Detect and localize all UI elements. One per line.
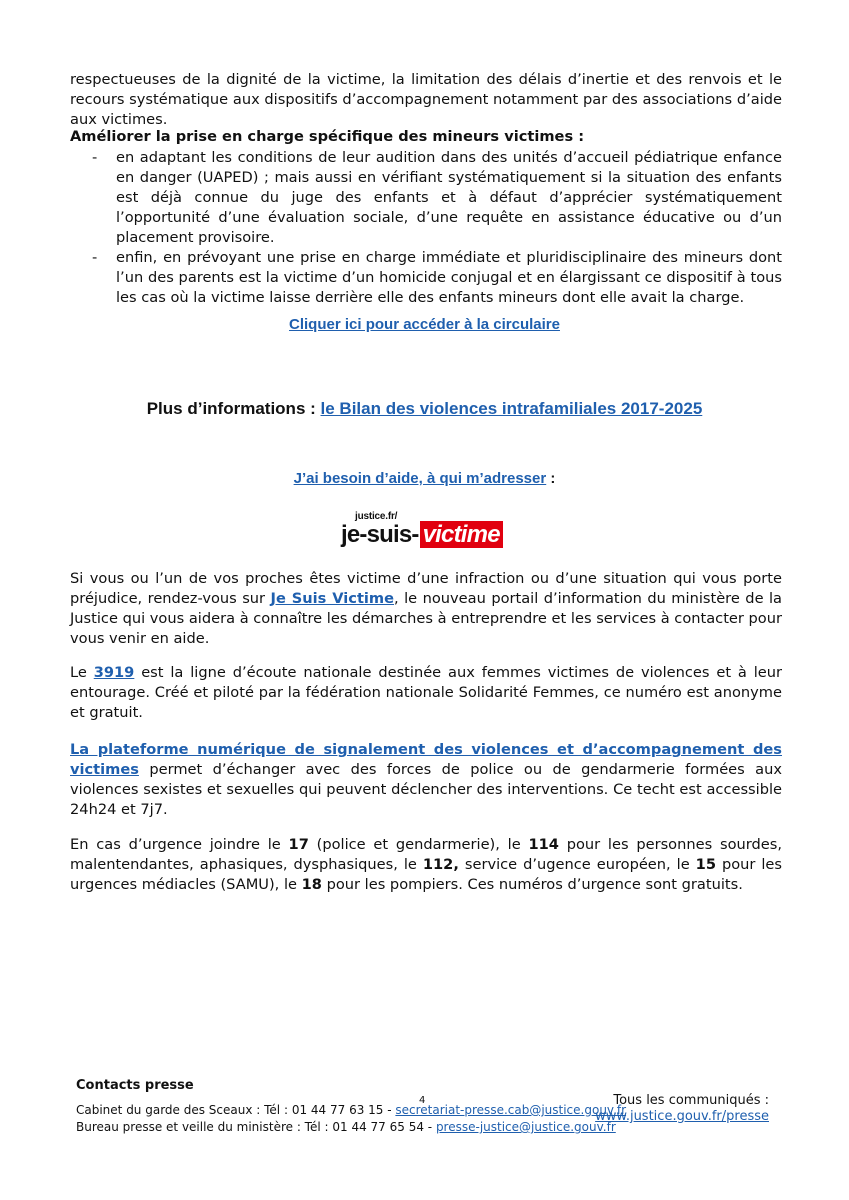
footer-cabinet-text: Cabinet du garde des Sceaux : Tél : 01 44 77 63 15 - <box>76 1103 396 1117</box>
emergency-number-15: 15 <box>695 856 716 873</box>
emergency-number-112: 112, <box>422 856 459 873</box>
circulaire-link-container <box>0 316 849 333</box>
victime-paragraph <box>70 569 782 649</box>
footer-line-bureau <box>76 1120 616 1134</box>
victime-text-before: Si vous ou l’un de vos proches êtes victime d’une infraction ou d’une situation qui vous porte préjudice, rendez-vous sur <box>70 570 782 607</box>
page-number: 4 <box>419 1095 426 1106</box>
emergency-text: En cas d’urgence joindre le <box>70 836 289 853</box>
minors-list <box>92 148 782 308</box>
help-link[interactable]: J’ai besoin d’aide, à qui m’adresser <box>293 470 547 487</box>
hotline-text-before: Le <box>70 664 94 681</box>
intro-paragraph: respectueuses de la dignité de la victime, la limitation des délais d’inertie et des renvois et le recours systématique aux dispositifs d’accompagnement notamment par des associations d’aide aux victimes. <box>70 71 782 128</box>
emergency-paragraph <box>70 835 782 895</box>
footer-communiques-link-container <box>595 1109 769 1124</box>
emergency-number-17: 17 <box>288 836 309 853</box>
more-info-label: Plus d’informations : <box>146 399 321 418</box>
footer-title: Contacts presse <box>76 1078 194 1093</box>
hotline-text-after: est la ligne d’écoute nationale destinée aux femmes victimes de violences et à leur entourage. Créé et piloté par la fédération nationale Solidarité Femmes, ce numéro est anonyme et gratuit. <box>70 664 782 721</box>
platform-text-after: permet d’échanger avec des forces de police ou de gendarmerie formées aux violences sexistes et sexuelles qui peuvent déclencher des interventions. Ce techt est accessible 24h24 et 7j7. <box>70 761 782 818</box>
je-suis-victime-logo[interactable] <box>341 511 506 551</box>
emergency-text: pour les pompiers. Ces numéros d’urgence sont gratuits. <box>321 876 743 893</box>
footer-line-cabinet <box>76 1103 626 1117</box>
footer-communiques-label: Tous les communiqués : <box>613 1093 769 1108</box>
circulaire-link[interactable]: Cliquer ici pour accéder à la circulaire <box>289 316 560 333</box>
emergency-text: pour les personnes sourdes, malentendantes, aphasiques, dysphasiques, le <box>70 836 782 873</box>
hotline-paragraph <box>70 663 782 723</box>
logo-main: je-suis- <box>341 521 419 548</box>
minors-heading: Améliorer la prise en charge spécifique des mineurs victimes : <box>70 128 585 145</box>
bilan-link[interactable]: le Bilan des violences intrafamiliales 2017-2025 <box>320 399 703 418</box>
platform-paragraph <box>70 740 782 820</box>
je-suis-victime-link[interactable]: Je Suis Victime <box>270 590 395 607</box>
list-item <box>92 248 782 308</box>
dash-bullet: - <box>92 149 98 166</box>
footer-cabinet-email[interactable]: secretariat-presse.cab@justice.gouv.fr <box>395 1103 627 1117</box>
emergency-text: service d’ugence européen, le <box>458 856 696 873</box>
emergency-text: pour les urgences médiacles (SAMU), le <box>70 856 783 893</box>
list-item <box>92 148 782 248</box>
dash-bullet: - <box>92 249 98 266</box>
footer-bureau-text: Bureau presse et veille du ministère : Tél : 01 44 77 65 54 - <box>76 1120 436 1134</box>
logo-small-text: justice.fr/ <box>355 511 398 522</box>
logo-main-text <box>341 521 503 549</box>
emergency-number-114: 114 <box>528 836 559 853</box>
list-item-text: en adaptant les conditions de leur audition dans des unités d’accueil pédiatrique enfance en danger (UAPED) ; mais aussi en vérifiant systématiquement si la situation des enfants est déjà connue du juge des enfants et à défaut d’apprécier systématiquement l’opportunité d’une évaluation sociale, d’une requête en assistance éducative ou d’un placement provisoire. <box>116 149 782 246</box>
emergency-text: (police et gendarmerie), le <box>308 836 529 853</box>
emergency-number-18: 18 <box>301 876 322 893</box>
logo-highlight: victime <box>420 521 503 548</box>
hotline-3919-link[interactable]: 3919 <box>93 664 135 681</box>
footer-bureau-email[interactable]: presse-justice@justice.gouv.fr <box>435 1120 616 1134</box>
platform-link[interactable]: La plateforme numérique de signalement des violences et d’accompagnement des victimes <box>70 741 782 778</box>
list-item-text: enfin, en prévoyant une prise en charge immédiate et pluridisciplinaire des mineurs dont l’un des parents est la victime d’un homicide conjugal et en élargissant ce dispositif à tous les cas où la victime laisse derrière elle des enfants mineurs dont elle avait la charge. <box>116 249 782 306</box>
more-info-line <box>0 399 849 419</box>
help-suffix: : <box>546 470 556 487</box>
victime-text-after: , le nouveau portail d’information du ministère de la Justice qui vous aidera à connaître les démarches à entreprendre et les services à contacter pour vous venir en aide. <box>70 590 783 647</box>
footer-communiques-link[interactable]: www.justice.gouv.fr/presse <box>595 1109 769 1124</box>
help-line <box>0 470 849 487</box>
